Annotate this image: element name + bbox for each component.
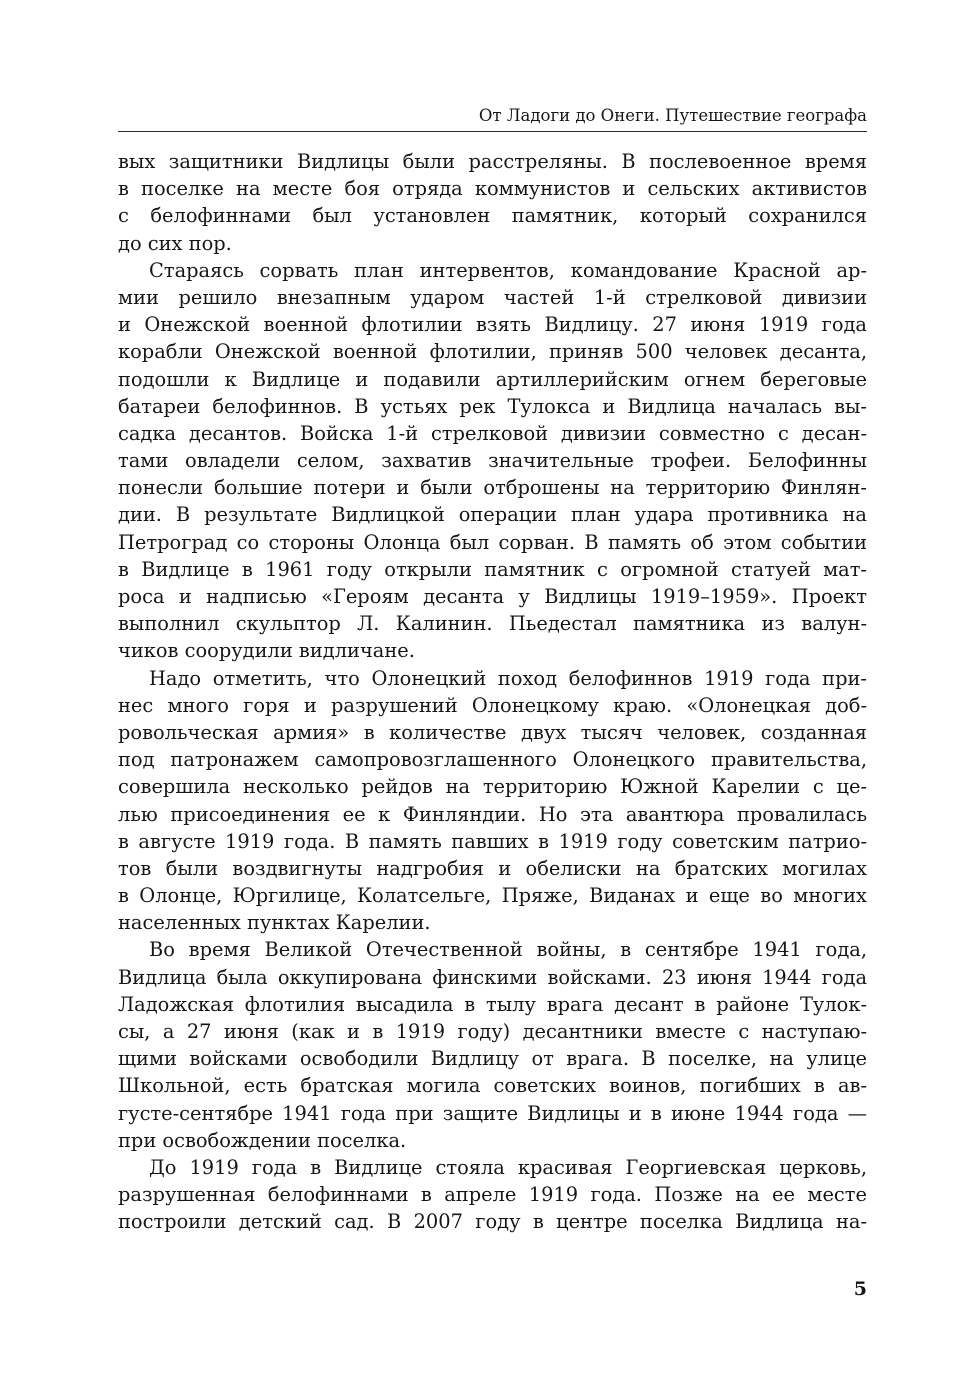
text-line: тами овладели селом, захватив значительные трофеи. Белофинны: [118, 449, 867, 473]
paragraph-3: [118, 665, 867, 937]
text-line: выполнил скульптор Л. Калинин. Пьедестал памятника из валун-: [118, 612, 867, 636]
text-line: нес много горя и разрушений Олонецкому краю. «Олонецкая доб-: [118, 693, 867, 717]
text-line: в Видлице в 1961 году открыли памятник с огромной статуей мат-: [118, 557, 867, 581]
text-line: Ладожская флотилия высадила в тылу врага десант в районе Тулок-: [118, 992, 867, 1016]
text-line: вых защитники Видлицы были расстреляны. В послевоенное время: [118, 150, 867, 173]
paragraph-1: [118, 148, 867, 257]
body-text: [118, 148, 867, 1236]
text-line: и Онежской военной флотилии взять Видлицу. 27 июня 1919 года: [118, 313, 867, 337]
text-line: мии решило внезапным ударом частей 1-й стрелковой дивизии: [118, 285, 867, 309]
text-line: при освобождении поселка.: [118, 1128, 407, 1152]
paragraph-5: [118, 1154, 867, 1236]
text-line: корабли Онежской военной флотилии, приняв 500 человек десанта,: [118, 340, 867, 364]
text-line: Петроград со стороны Олонца был сорван. В память об этом событии: [118, 530, 867, 554]
text-line: Надо отметить, что Олонецкий поход белофиннов 1919 года при-: [149, 666, 867, 690]
text-line: До 1919 года в Видлице стояла красивая Георгиевская церковь,: [149, 1155, 867, 1179]
text-line: щими войсками освободили Видлицу от врага. В поселке, на улице: [118, 1047, 867, 1071]
text-line: разрушенная белофиннами в апреле 1919 года. Позже на ее месте: [118, 1183, 867, 1207]
paragraph-4: [118, 936, 867, 1154]
text-line: подошли к Видлице и подавили артиллерийским огнем береговые: [118, 367, 867, 391]
text-line: понесли большие потери и были отброшены на территорию Финлян-: [118, 476, 867, 500]
text-line: Видлица была оккупирована финскими войсками. 23 июня 1944 года: [118, 965, 867, 989]
text-line: с белофиннами был установлен памятник, который сохранился: [118, 204, 867, 228]
text-line: густе-сентябре 1941 года при защите Видлицы и в июне 1944 года —: [118, 1101, 867, 1125]
running-header: От Ладоги до Онеги. Путешествие географа: [478, 106, 867, 125]
text-line: дии. В результате Видлицкой операции план удара противника на: [118, 503, 867, 527]
text-line: чиков соорудили видличане.: [118, 639, 415, 663]
text-line: населенных пунктах Карелии.: [118, 911, 431, 935]
text-line: в поселке на месте боя отряда коммунистов и сельских активистов: [118, 177, 867, 201]
header-rule: [118, 131, 867, 132]
text-line: в Олонце, Юргилице, Колатсельге, Пряже, Виданах и еще во многих: [118, 884, 867, 908]
text-line: ровольческая армия» в количестве двух тысяч человек, созданная: [118, 720, 867, 744]
text-line: сы, а 27 июня (как и в 1919 году) десантники вместе с наступаю-: [118, 1020, 867, 1043]
paragraph-2: [118, 257, 867, 665]
text-line: построили детский сад. В 2007 году в центре поселка Видлица на-: [118, 1210, 867, 1234]
page-number: 5: [853, 1278, 867, 1300]
text-line: совершила несколько рейдов на территорию Южной Карелии с це-: [118, 775, 867, 799]
text-line: до сих пор.: [118, 231, 232, 255]
text-line: роса и надписью «Героям десанта у Видлицы 1919–1959». Проект: [118, 585, 867, 608]
text-line: Во время Великой Отечественной войны, в сентябре 1941 года,: [149, 938, 867, 962]
text-line: садка десантов. Войска 1-й стрелковой дивизии совместно с десан-: [118, 421, 867, 445]
text-line: Школьной, есть братская могила советских воинов, погибших в ав-: [118, 1074, 867, 1098]
text-line: под патронажем самопровозглашенного Олонецкого правительства,: [118, 748, 867, 772]
text-line: в августе 1919 года. В память павших в 1919 году советским патрио-: [118, 829, 867, 853]
text-line: тов были воздвигнуты надгробия и обелиски на братских могилах: [118, 856, 867, 880]
text-line: лью присоединения ее к Финляндии. Но эта авантюра провалилась: [118, 802, 867, 826]
text-line: Стараясь сорвать план интервентов, командование Красной ар-: [149, 258, 867, 282]
text-line: батареи белофиннов. В устьях рек Тулокса и Видлица началась вы-: [118, 394, 867, 418]
